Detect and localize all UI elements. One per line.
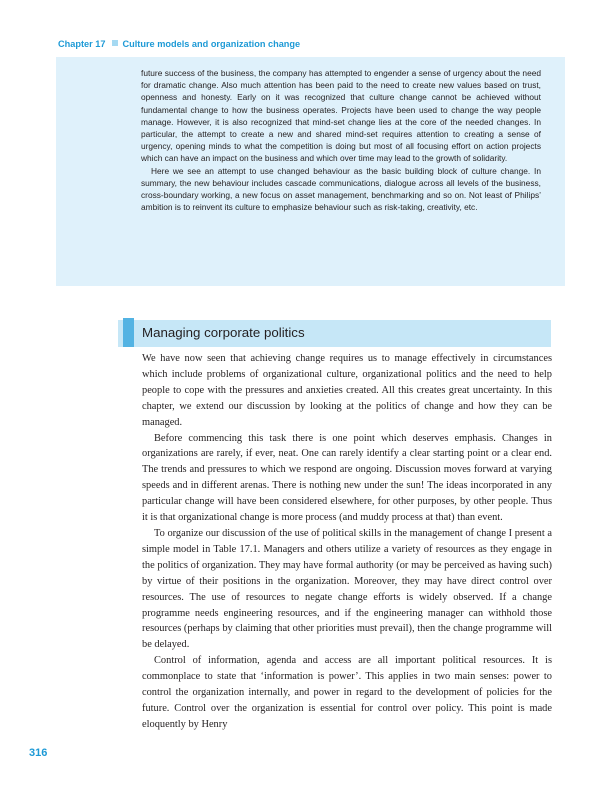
chapter-title: Culture models and organization change xyxy=(122,39,301,49)
body-paragraph: To organize our discussion of the use of political skills in the management of change I present a simple model in Table 17.1. Managers and others utilize a variety of resources as they engage in the politics of organization. They may have formal authority (or may be perceived as having such) by virtue of their positions in the organization. Moreover, they may have direct control over resources. The use of resources to negate change efforts is widely observed. If a change programme needs engineering resources, and if the engineering manager can withhold those resources (perhaps by claiming that other priorities must prevail), then the change programme will be delayed. xyxy=(142,527,552,651)
square-bullet-icon xyxy=(112,40,118,46)
section-heading: Managing corporate politics xyxy=(142,325,305,340)
case-paragraph: Here we see an attempt to use changed behaviour as the basic building block of culture change. In summary, the new behaviour includes cascade communications, dialogue across all levels of the business, cross-boundary working, a new focus on asset management, benchmarking and so on. Not least of Philips’ ambition is to reinvent its culture to emphasize behaviour such as risk-taking, creativity, etc. xyxy=(141,165,541,213)
case-paragraph: future success of the business, the company has attempted to engender a sense of urgency about the need for dramatic change. Also much attention has been paid to the need to create new values based on trust, openness and honesty. Early on it was recognized that culture change cannot be achieved without fundamental change to how the business operates. Projects have been used to change the way people manage. However, it is also recognized that mind-set change lies at the core of the needed changes. In particular, the attempt to create a new and shared mind-set requires attention to creating a sense of urgency, opening minds to what the competition is doing but most of all focusing effort on action projects which can have an impact on the business and which over time may lead to the growth of solidarity. xyxy=(141,68,541,164)
running-head xyxy=(58,39,300,49)
body-paragraph: Control of information, agenda and access are all important political resources. It is commonplace to state that ‘information is power’. This applies in two main senses: power to control the organization internally, and power in regard to the development of policies for the future. Control over the organization is essential for control over policy. This point is made eloquently by Henry xyxy=(142,655,552,730)
section-heading-accent xyxy=(123,318,134,347)
case-study-text xyxy=(141,67,541,213)
chapter-label: Chapter 17 xyxy=(58,39,106,49)
body-text xyxy=(142,351,552,733)
body-paragraph: We have now seen that achieving change requires us to manage effectively in circumstances which include problems of organizational culture, organizational politics and the need to help people to cope with the pressures and anxieties created. All this creates great uncertainty. In this chapter, we extend our discussion by looking at the politics of change and how they can be managed. xyxy=(142,353,552,428)
body-paragraph: Before commencing this task there is one point which deserves emphasis. Changes in organizations are rarely, if ever, neat. One can rarely identify a clear starting point or a clear end. The trends and pressures to which we respond are ongoing. Discussion moves forward at varying speeds and in different arenas. There is nothing new under the sun! The ideas incorporated in any particular change will have been considered elsewhere, for other purposes, by other people. Thus it is that organizational change is more process (and muddy process at that) than event. xyxy=(142,432,552,524)
page-number: 316 xyxy=(29,747,48,759)
